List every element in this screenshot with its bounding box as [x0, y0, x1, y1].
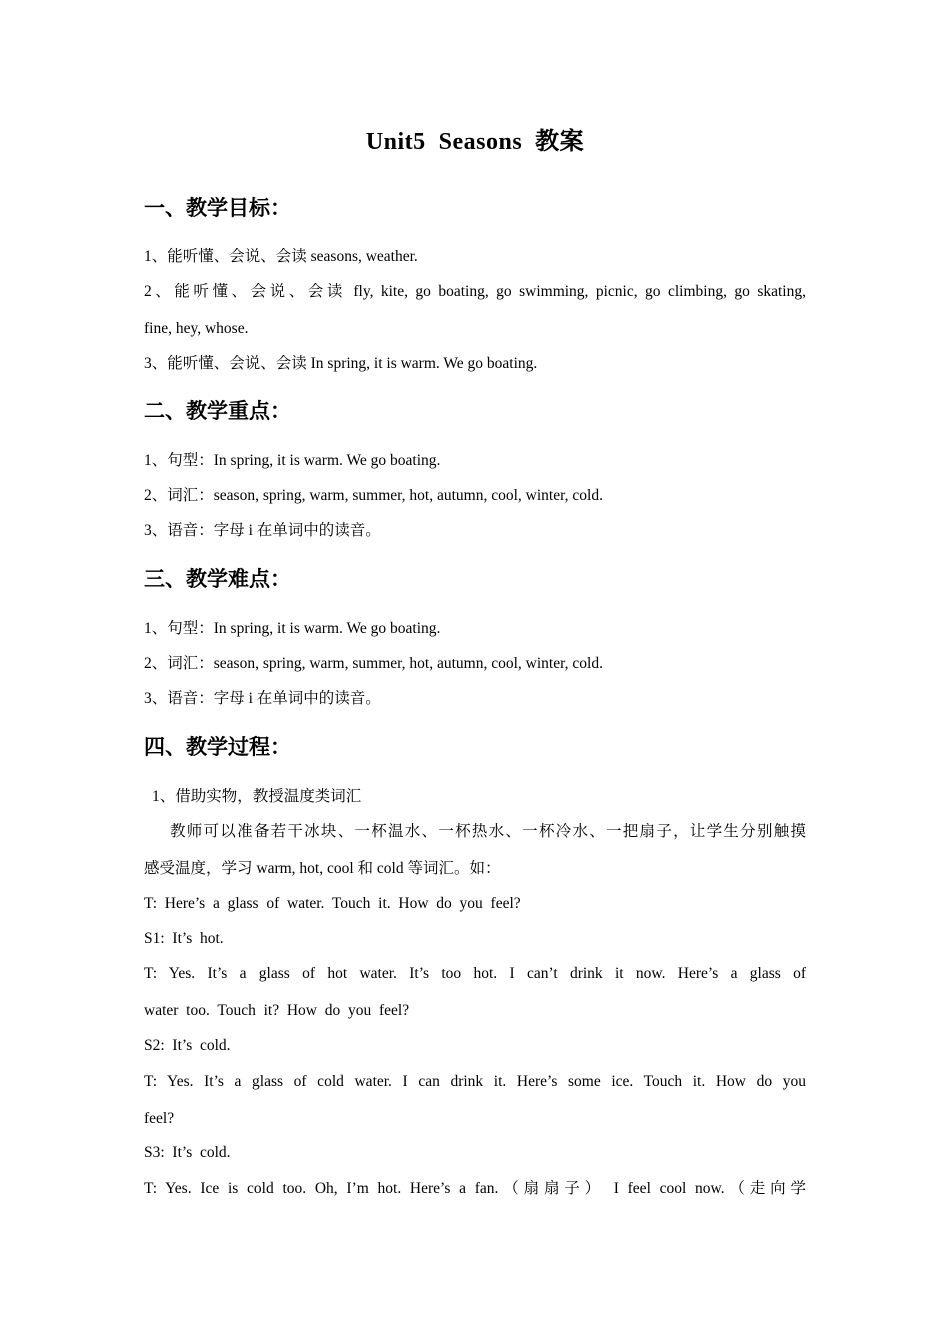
objective-item-2-continued: fine, hey, whose. [144, 320, 249, 337]
dialogue-line: water too. Touch it? How do you feel? [144, 1002, 410, 1019]
procedure-paragraph-line-2: 感受温度，学习 warm, hot, cool 和 cold 等词汇。如： [144, 860, 501, 877]
difficulty-item-2: 2、词汇：season, spring, warm, summer, hot, autumn, cool, winter, cold. [144, 655, 603, 672]
section-heading-objectives: 一、教学目标： [144, 196, 291, 220]
objective-item-1: 1、能听懂、会说、会读 seasons, weather. [144, 248, 418, 265]
section-heading-key-points: 二、教学重点： [144, 399, 291, 423]
dialogue-line: feel? [144, 1110, 175, 1127]
key-point-item-2: 2、词汇：season, spring, warm, summer, hot, autumn, cool, winter, cold. [144, 487, 603, 504]
key-point-item-3: 3、语音：字母 i 在单词中的读音。 [144, 522, 381, 539]
dialogue-line: S3: It’s cold. [144, 1144, 231, 1161]
section-heading-difficulties: 三、教学难点： [144, 567, 291, 591]
dialogue-line: T: Yes. Ice is cold too. Oh, I’m hot. Here’s a fan.（扇扇子） I feel cool now.（走向学 [144, 1180, 806, 1197]
section-heading-procedure: 四、教学过程： [144, 735, 291, 759]
procedure-step-1-title: 1、借助实物，教授温度类词汇 [152, 788, 362, 805]
document-title: Unit5 Seasons 教案 [365, 129, 585, 155]
procedure-paragraph-line-1: 教师可以准备若干冰块、一杯温水、一杯热水、一杯冷水、一把扇子，让学生分别触摸 [170, 823, 806, 840]
objective-item-2: 2、能听懂、会说、会读 fly, kite, go boating, go swimming, picnic, go climbing, go skating, [144, 283, 806, 300]
dialogue-line: T: Here’s a glass of water. Touch it. How do you feel? [144, 895, 521, 912]
dialogue-line: S2: It’s cold. [144, 1037, 231, 1054]
difficulty-item-3: 3、语音：字母 i 在单词中的读音。 [144, 690, 381, 707]
difficulty-item-1: 1、句型：In spring, it is warm. We go boating. [144, 620, 441, 637]
key-point-item-1: 1、句型：In spring, it is warm. We go boating. [144, 452, 441, 469]
objective-item-3: 3、能听懂、会说、会读 In spring, it is warm. We go boating. [144, 355, 538, 372]
dialogue-line: T: Yes. It’s a glass of cold water. I can drink it. Here’s some ice. Touch it. How do you [144, 1073, 806, 1090]
dialogue-line: T: Yes. It’s a glass of hot water. It’s too hot. I can’t drink it now. Here’s a glass of [144, 965, 806, 982]
dialogue-line: S1: It’s hot. [144, 930, 224, 947]
